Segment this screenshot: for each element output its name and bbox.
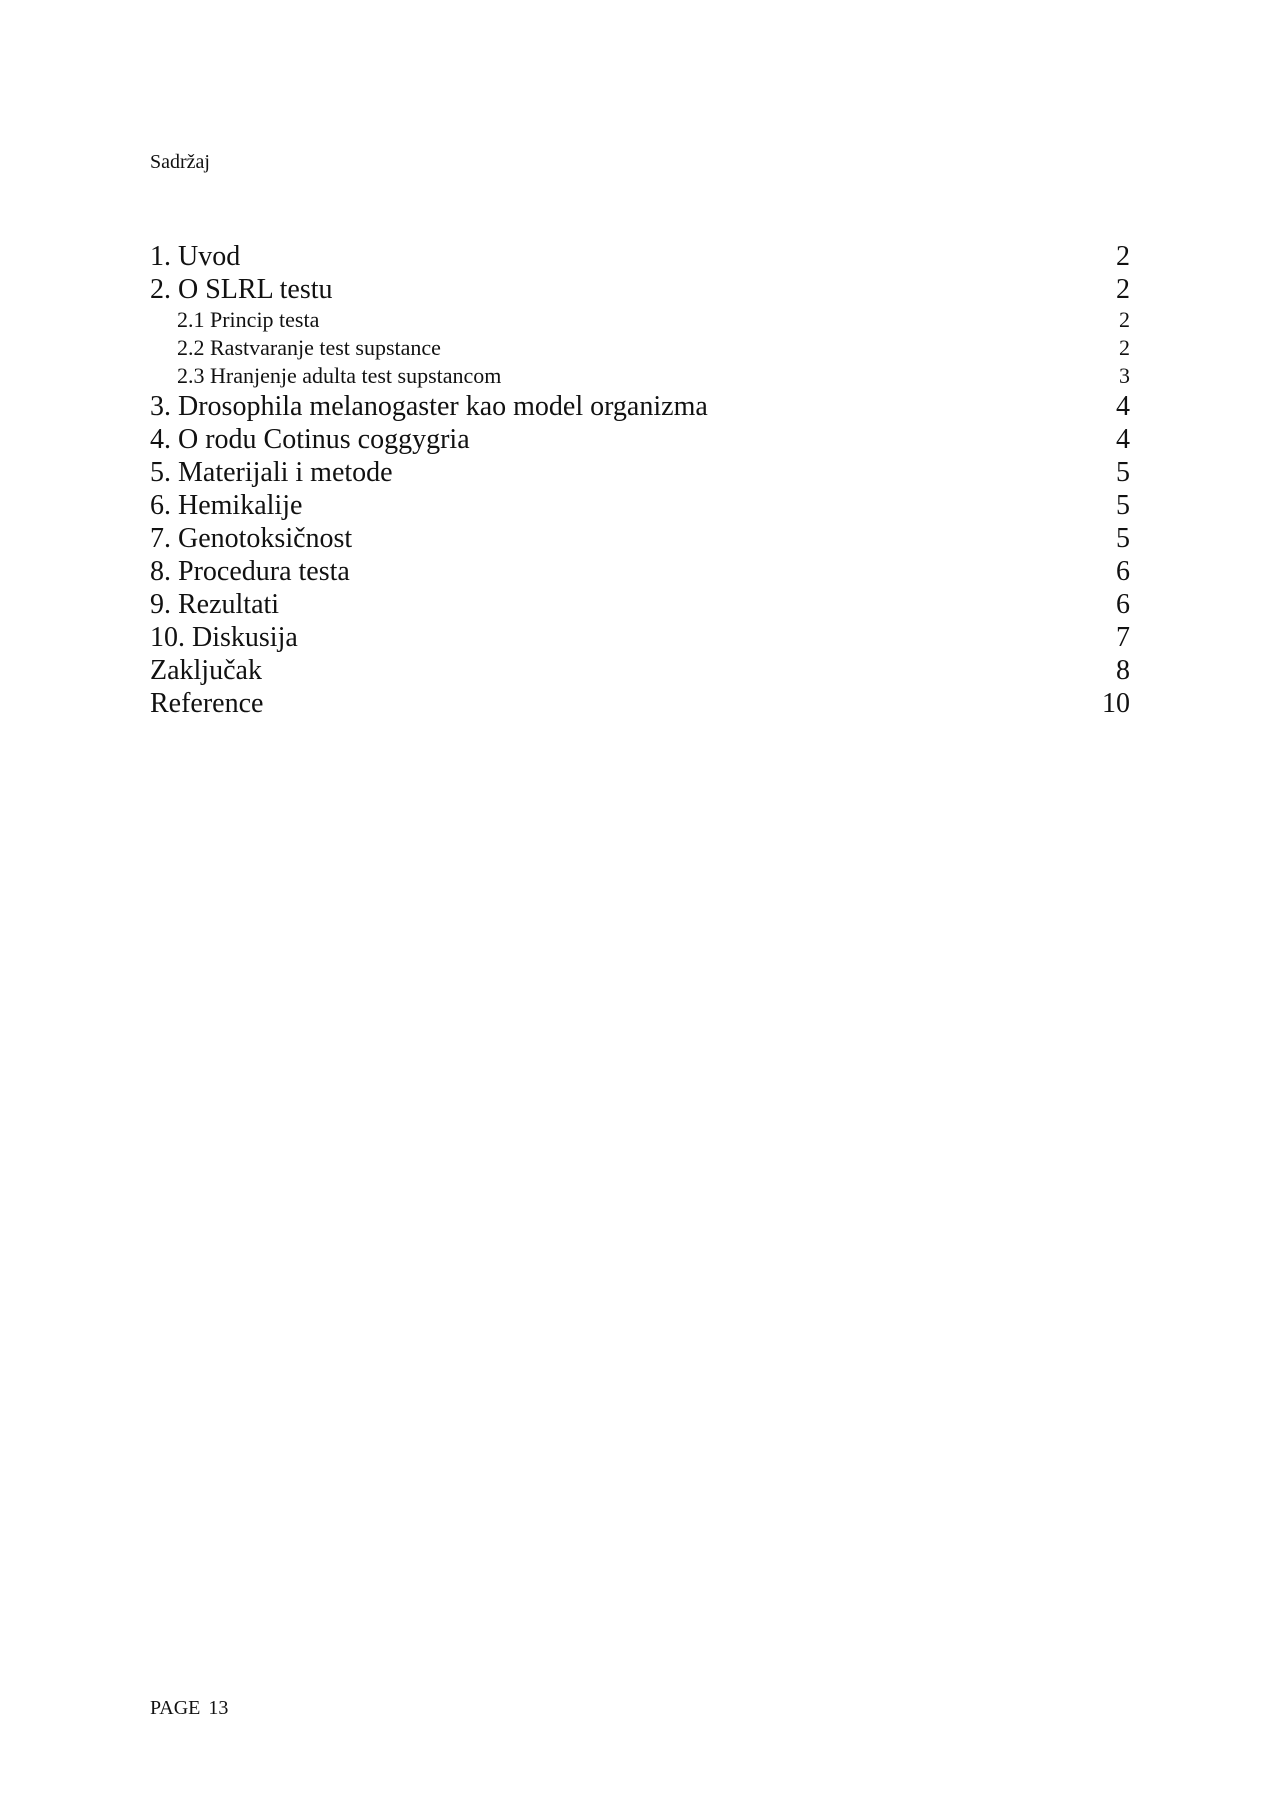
- toc-subentry[interactable]: [150, 306, 1130, 334]
- footer-label: PAGE: [150, 1697, 201, 1719]
- toc-entry-title: 2.2 Rastvaranje test supstance: [177, 335, 441, 360]
- toc-entry[interactable]: [150, 522, 1130, 555]
- toc-subentry[interactable]: [150, 362, 1130, 390]
- toc-entry-page: 5: [1116, 490, 1130, 521]
- toc-entry-page: 4: [1116, 391, 1130, 422]
- toc-entry-page: 8: [1116, 655, 1130, 686]
- toc-entry[interactable]: [150, 273, 1130, 306]
- toc-entry-title: 4. O rodu Cotinus coggygria: [150, 424, 470, 455]
- toc-entry-page: 5: [1116, 457, 1130, 488]
- toc-entry-page: 2: [1116, 241, 1130, 272]
- toc-entry-title: 3. Drosophila melanogaster kao model organizma: [150, 391, 708, 422]
- toc-entry-title: 8. Procedura testa: [150, 556, 350, 587]
- toc-entry-title: 1. Uvod: [150, 241, 241, 272]
- toc-entry-page: 6: [1116, 589, 1130, 620]
- toc-entry[interactable]: [150, 555, 1130, 588]
- toc-entry-page: 5: [1116, 523, 1130, 554]
- toc-entry-page: 6: [1116, 556, 1130, 587]
- toc-entry[interactable]: [150, 423, 1130, 456]
- toc-entry-title: Reference: [150, 688, 264, 719]
- toc-entry-title: 2.1 Princip testa: [177, 307, 320, 332]
- toc-entry[interactable]: [150, 687, 1130, 720]
- toc-entry[interactable]: [150, 240, 1130, 273]
- toc-entry-page: 4: [1116, 424, 1130, 455]
- toc-entry[interactable]: [150, 390, 1130, 423]
- footer-page-number: 13: [208, 1697, 229, 1719]
- toc-entry-title: Zaključak: [150, 655, 262, 686]
- toc-entry-page: 7: [1116, 622, 1130, 653]
- toc-entry-page: 3: [1119, 363, 1130, 388]
- toc-entry-title: 9. Rezultati: [150, 589, 280, 620]
- toc-entry[interactable]: [150, 654, 1130, 687]
- toc-entry[interactable]: [150, 621, 1130, 654]
- toc-entry-title: 6. Hemikalije: [150, 490, 303, 521]
- toc-entry-page: 10: [1102, 688, 1130, 719]
- toc-entry-title: 7. Genotoksičnost: [150, 523, 353, 554]
- toc-entry[interactable]: [150, 588, 1130, 621]
- toc-entry-page: 2: [1116, 274, 1130, 305]
- toc-entry-title: 5. Materijali i metode: [150, 457, 393, 488]
- toc-subentry[interactable]: [150, 334, 1130, 362]
- toc-entry-title: 10. Diskusija: [150, 622, 298, 653]
- toc-entry[interactable]: [150, 489, 1130, 522]
- toc-entry-page: 2: [1119, 307, 1130, 332]
- toc-entry-title: 2. O SLRL testu: [150, 274, 333, 305]
- toc-entry[interactable]: [150, 456, 1130, 489]
- toc-entry-page: 2: [1119, 335, 1130, 360]
- page-footer: [150, 1696, 228, 1720]
- toc-entry-title: 2.3 Hranjenje adulta test supstancom: [177, 363, 502, 388]
- toc-heading: Sadržaj: [150, 151, 210, 173]
- table-of-contents: [150, 240, 1130, 720]
